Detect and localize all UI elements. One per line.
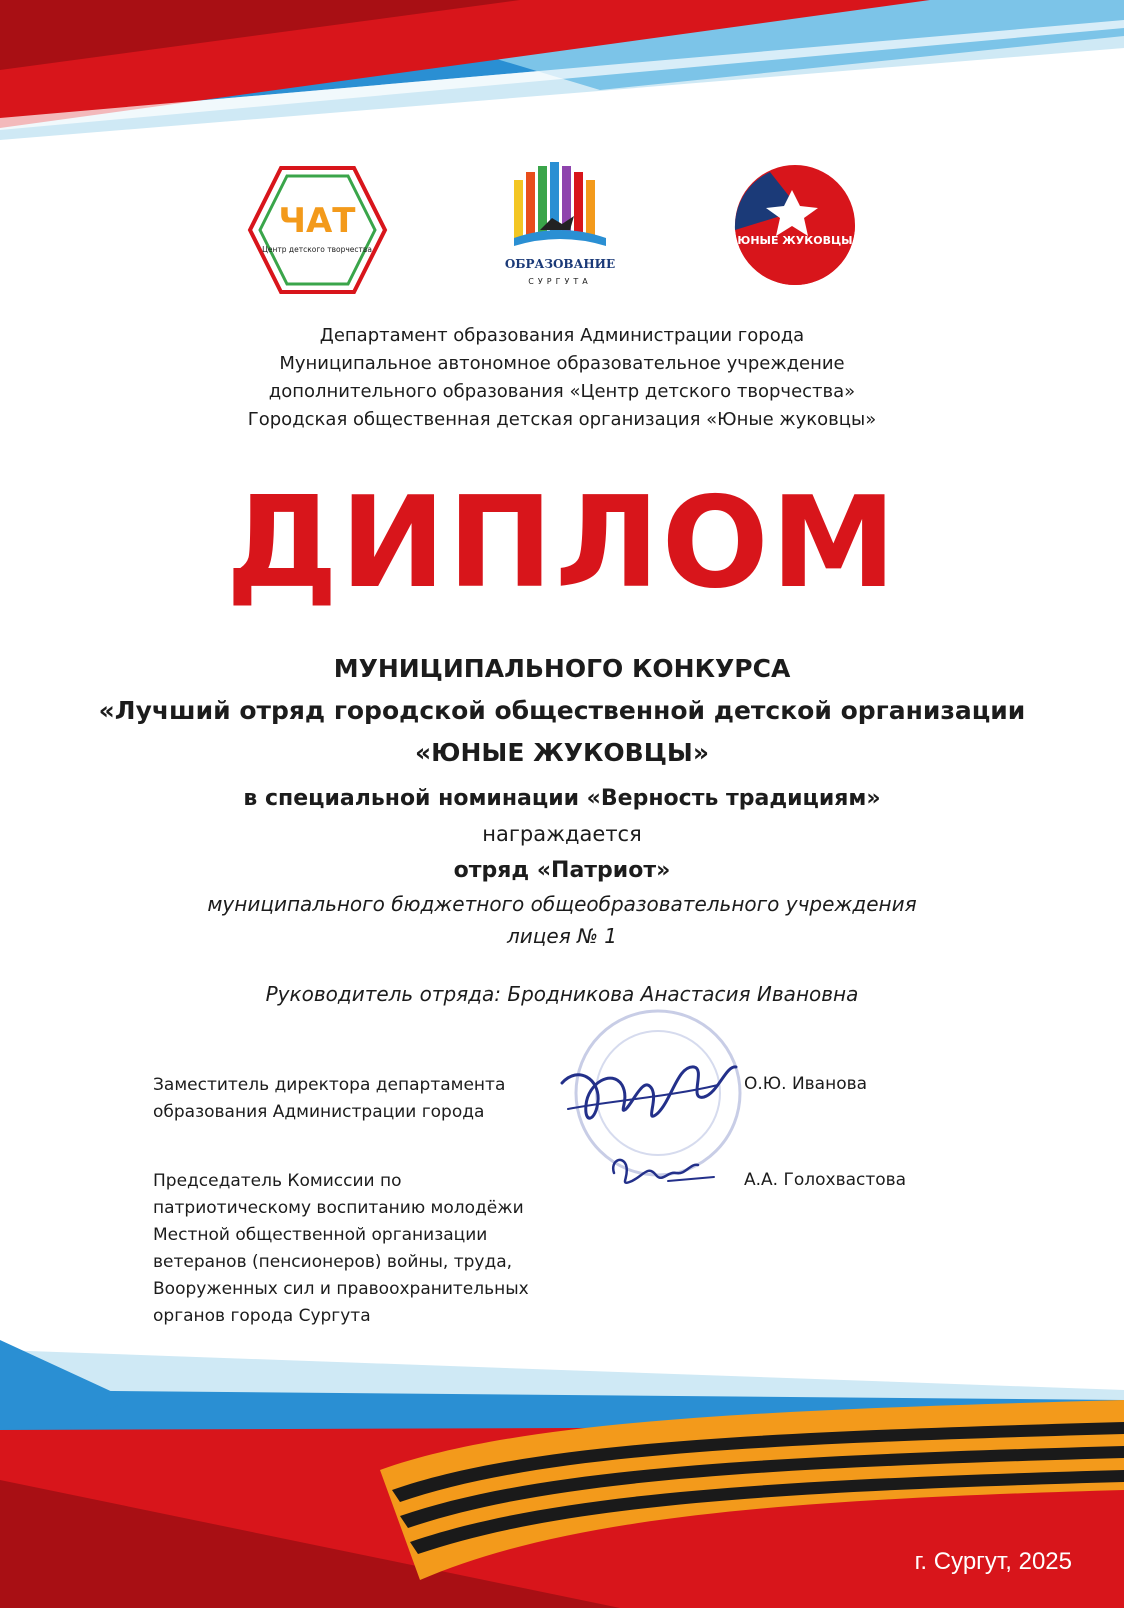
cdt-logo (245, 160, 390, 300)
org-line: Городская общественная детская организация «Юные жуковцы» (247, 409, 877, 430)
team-name: отряд «Патриот» (453, 858, 671, 883)
position-line: ветеранов (пенсионеров) войны, труда, (153, 1252, 513, 1272)
contest-title (0, 648, 1124, 774)
organization-header (0, 322, 1124, 434)
nomination: в специальной номинации «Верность традициям» (243, 786, 881, 811)
contest-line-2: «Лучший отряд городской общественной детской организации (98, 696, 1026, 725)
position-line: образования Администрации города (153, 1102, 485, 1122)
signatory-name-1: О.Ю. Иванова (744, 1074, 868, 1094)
institution (0, 888, 1124, 952)
diploma-title: ДИПЛОМ (225, 469, 899, 616)
team-leader: Руководитель отряда: Бродникова Анастасия Ивановна (265, 982, 859, 1006)
org-line: Департамент образования Администрации города (319, 325, 805, 346)
awarded-label: награждается (482, 822, 642, 846)
yz-logo-text: ЮНЫЕ ЖУКОВЦЫ (737, 234, 853, 247)
obrazovanie-logo (500, 160, 620, 300)
cdt-logo-text: ЧАТ (278, 201, 356, 241)
logos-row (0, 160, 1124, 310)
position-line: Вооруженных сил и правоохранительных (153, 1279, 529, 1299)
signature-position-1 (153, 1072, 505, 1126)
signature-position-2 (153, 1168, 529, 1330)
contest-line-3: «ЮНЫЕ ЖУКОВЦЫ» (415, 738, 709, 767)
obrazovanie-logo-text: ОБРАЗОВАНИЕ (504, 257, 616, 271)
institution-line-1: муниципального бюджетного общеобразовательного учреждения (207, 892, 917, 916)
yunye-zhukovtsy-logo (730, 160, 860, 290)
signatory-name-2: А.А. Голохвастова (744, 1170, 907, 1190)
institution-line-2: лицея № 1 (507, 924, 617, 948)
position-line: органов города Сургута (153, 1306, 371, 1326)
position-line: патриотическому воспитанию молодёжи (153, 1198, 524, 1218)
position-line: Председатель Комиссии по (153, 1171, 402, 1191)
org-line: дополнительного образования «Центр детского творчества» (268, 381, 856, 402)
city-year: г. Сургут, 2025 (914, 1548, 1072, 1575)
obrazovanie-logo-caption: СУРГУТА (528, 277, 592, 286)
contest-line-1: МУНИЦИПАЛЬНОГО КОНКУРСА (333, 654, 791, 683)
position-line: Заместитель директора департамента (153, 1075, 506, 1095)
org-line: Муниципальное автономное образовательное учреждение (279, 353, 845, 374)
cdt-logo-caption: Центр детского творчества (262, 245, 372, 254)
position-line: Местной общественной организации (153, 1225, 488, 1245)
